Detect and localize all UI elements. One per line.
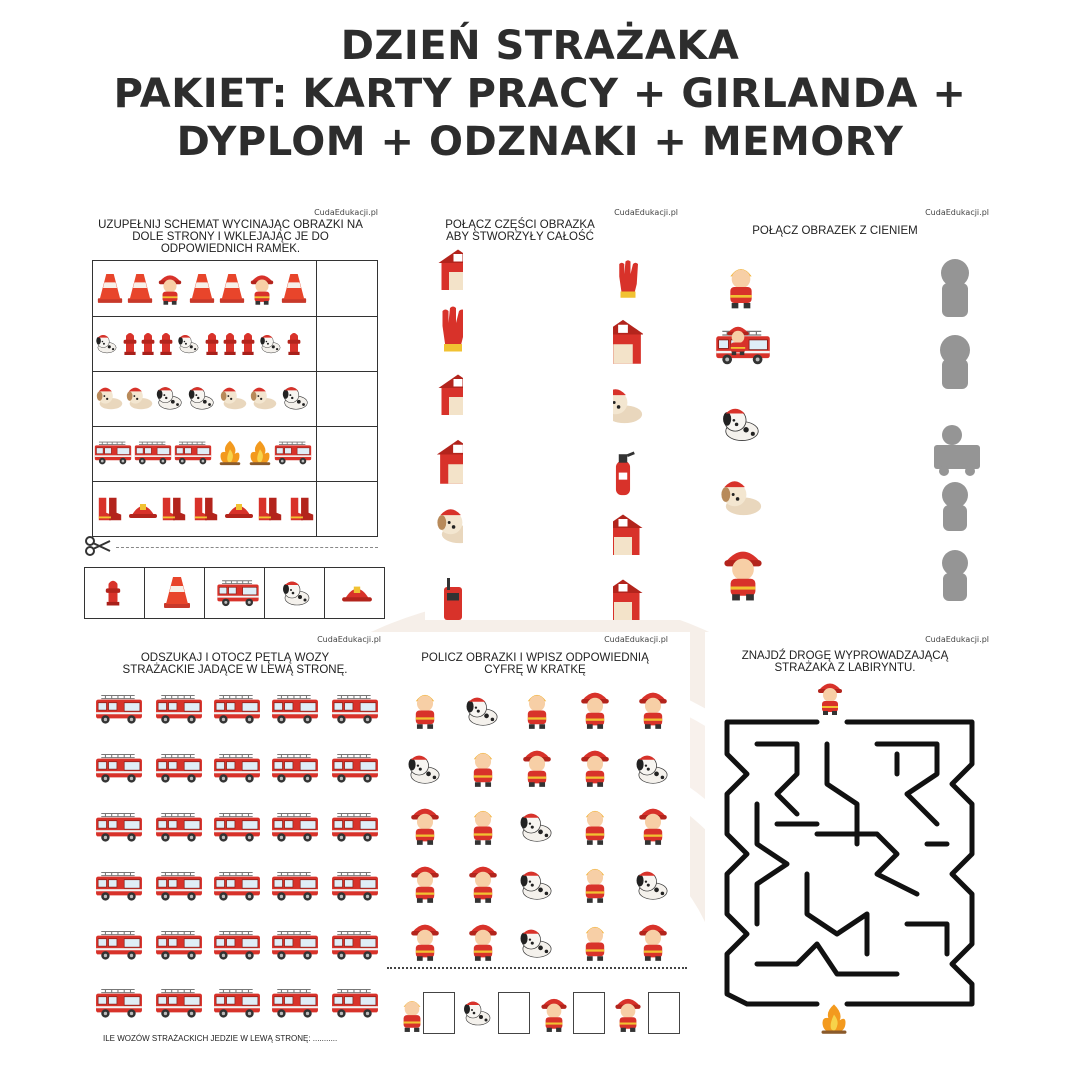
scissors-icon <box>84 535 112 557</box>
brand-label: CudaEdukacji.pl <box>925 208 989 217</box>
worksheet-halves <box>425 205 680 620</box>
brand-label: CudaEdukacji.pl <box>604 635 668 644</box>
worksheet-counting <box>385 632 690 1052</box>
trucks-instruction: ODSZUKAJ I OTOCZ PĘTLĄ WOZY STRAŻACKIE JADĄCE W LEWĄ STRONĘ. <box>122 652 348 676</box>
answer-box-ffboy[interactable] <box>423 992 455 1034</box>
blank-cell[interactable] <box>316 427 377 482</box>
trucks-question: ILE WOZÓW STRAŻACKICH JEDZIE W LEWĄ STRONĘ: ........... <box>103 1034 338 1043</box>
blank-cell[interactable] <box>316 317 377 372</box>
brand-label: CudaEdukacji.pl <box>925 635 989 644</box>
halves-instruction: POŁĄCZ CZĘŚCI OBRAZKA ABY STWORZYŁY CAŁOŚĆ <box>445 219 595 243</box>
worksheet-maze <box>705 632 995 1052</box>
shadows-column <box>930 255 990 605</box>
count-grid <box>405 684 685 974</box>
pattern-instruction: UZUPEŁNIJ SCHEMAT WYCINAJĄC OBRAZKI NA DOLE STRONY I WKLEJAJĄC JE DO ODPOWIEDNICH RAMEK. <box>98 219 363 255</box>
cutout-images <box>84 567 384 617</box>
title-line-1: DZIEŃ STRAŻAKA <box>340 23 740 69</box>
blank-cell[interactable] <box>316 482 377 537</box>
worksheet-shadow <box>705 205 995 620</box>
brand-label: CudaEdukacji.pl <box>614 208 678 217</box>
right-halves <box>613 245 643 625</box>
shadow-instruction: POŁĄCZ OBRAZEK Z CIENIEM <box>752 225 918 237</box>
campfire-icon <box>817 1002 851 1034</box>
blank-cell[interactable] <box>316 261 377 316</box>
brand-label: CudaEdukacji.pl <box>314 208 378 217</box>
title-line-3: DYPLOM + ODZNAKI + MEMORY <box>176 119 904 165</box>
maze-instruction: ZNAJDŹ DROGĘ WYPROWADZAJĄCĄ STRAŻAKA Z LABIRYNTU. <box>741 650 949 674</box>
pattern-images <box>92 260 316 535</box>
maze-start-firefighter <box>815 672 845 720</box>
count-instruction: POLICZ OBRAZKI I WPISZ ODPOWIEDNIĄ CYFRĘ W KRATKĘ <box>421 652 649 676</box>
answer-box-dog[interactable] <box>498 992 530 1034</box>
dotted-separator <box>387 967 687 969</box>
left-halves <box>433 245 463 625</box>
cut-line <box>116 547 378 548</box>
title-line-2: PAKIET: KARTY PRACY + GIRLANDA + <box>113 71 967 117</box>
worksheet-trucks <box>85 632 385 1052</box>
brand-label: CudaEdukacji.pl <box>317 635 381 644</box>
characters-column <box>715 250 775 610</box>
page-title <box>0 22 1080 166</box>
answer-box-ff-2[interactable] <box>648 992 680 1034</box>
blank-cell[interactable] <box>316 372 377 427</box>
maze <box>717 714 982 1014</box>
worksheet-pattern <box>80 205 380 620</box>
answer-box-ff[interactable] <box>573 992 605 1034</box>
trucks-grid <box>95 690 380 1020</box>
